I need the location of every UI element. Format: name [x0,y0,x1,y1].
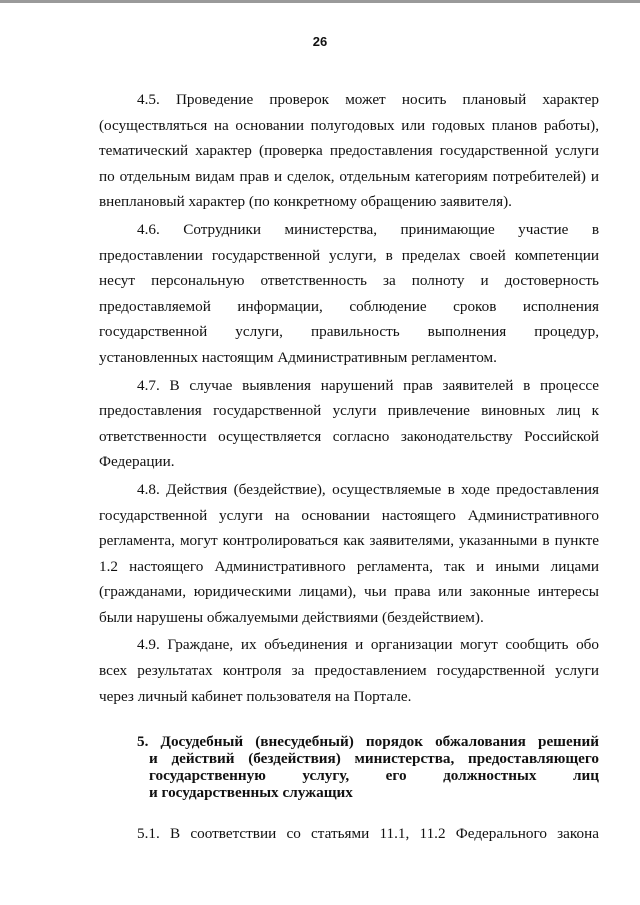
section-5-heading-line-2: и действий (бездействия) министерства, предоставляющего [149,750,599,768]
section-5-heading [137,733,599,801]
paragraph-4-7: 4.7. В случае выявления нарушений прав заявителей в процессе предоставления государственной услуги привлечение виновных лиц к ответственности осуществляется согласно законодательству Российской Федерации. [99,376,599,471]
scan-top-edge [0,0,640,3]
paragraph-4-6: 4.6. Сотрудники министерства, принимающие участие в предоставлении государственной услуги, в пределах своей компетенции несут персональную ответственность за полноту и достоверность предоставляемой информации, соблюдение сроков исполнения государственной услуги, правильность выполнения процедур, установленных настоящим Административным регламентом. [99,220,599,366]
page-number: 26 [312,34,328,49]
paragraph-4-8: 4.8. Действия (бездействие), осуществляемые в ходе предоставления государственной услуги на основании настоящего Административного регламента, могут контролироваться как заявителями, указанными в пункте 1.2 настоящего Административного регламента, так и иными лицами (гражданами, юридическими лицами), чьи права или законные интересы были нарушены обжалуемыми действиями (бездействием). [99,480,599,626]
section-5-heading-line-3: государственную услугу, его должностных лиц [149,767,599,785]
section-5-heading-line-1: 5. Досудебный (внесудебный) порядок обжалования решений [137,733,599,751]
paragraph-5-1: 5.1. В соответствии со статьями 11.1, 11.2 Федерального закона [137,825,599,843]
paragraph-4-5: 4.5. Проведение проверок может носить плановый характер (осуществляться на основании полугодовых или годовых планов работы), тематический характер (проверка предоставления государственной услуги по отдельным видам прав и сделок, отдельным категориям потребителей) и внеплановый характер (по конкретному обращению заявителя). [99,91,599,211]
section-5-heading-line-4: и государственных служащих [149,784,353,802]
document-body [99,87,599,847]
paragraph-4-9: 4.9. Граждане, их объединения и организации могут сообщить обо всех результатах контроля за предоставлением государственной услуги через личный кабинет пользователя на Портале. [99,636,599,705]
